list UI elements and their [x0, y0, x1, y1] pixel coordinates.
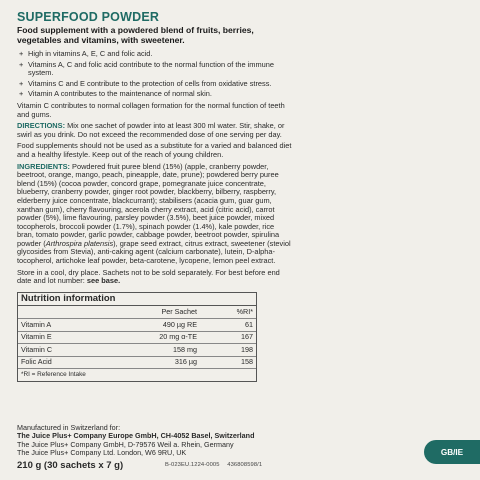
product-subtitle: Food supplement with a powdered blend of fruits, berries, vegetables and vitamins, with sweetener.	[17, 25, 254, 45]
directions-label: DIRECTIONS:	[17, 121, 66, 131]
product-codes: B-023EU.1224-0005 436808598/1	[165, 462, 263, 468]
per-sachet-header: Per Sachet	[161, 306, 197, 316]
table-row: Folic Acid 316 µg 158	[18, 356, 256, 369]
ingredients-latin-name: Arthrospira platensis	[45, 238, 114, 248]
table-row: Vitamin E 20 mg α-TE 167	[18, 331, 256, 344]
claim-item: + Vitamin A contributes to the maintenance of normal skin.	[19, 89, 212, 99]
ingredients: INGREDIENTS: Powdered fruit puree blend (15%) (apple, cranberry powder, beetroot, orange, mango, peach, pineapple, date, prune); powdered berry puree blend (15%) (cocoa powder, concord grape, pomegranate juice concentrate, blueberry, cranberry powder, ginger root powder, blackberry, bilberry, raspberry, elderberry juice concentrate, blackcurrant); stabilisers (acacia gum, guar gum, xanthan gum), cherry flavouring, acerola cherry extract, acid (citric acid), carrot powder (5%), lime flavouring, parsley powder (3.5%), beet juice powder, mixed tocopherols, broccoli powder (1.7%), spinach powder (1.4%), kale powder, rice bran, tomato powder, garlic powder, cabbage powder, beetroot powder, spirulina powder (Arthrospira platensis), grape seed extract, citrus extract, sweetener (steviol glycosides from Stevia), anti-caking agent (calcium carbonate), lutein, D-alpha-tocopherol, artichoke leaf powder, beta-carotene, lycopene, lemon peel extract.	[17, 161, 291, 266]
product-label	[17, 10, 293, 382]
ri-header: %RI*	[236, 306, 253, 316]
nutrition-table	[17, 292, 257, 382]
table-row: Vitamin C 158 mg 198	[18, 344, 256, 357]
claims-list	[19, 50, 293, 99]
storage-note: Store in a cool, dry place. Sachets not to be sold separately. For best before end date and lot number: see base.	[17, 267, 280, 286]
region-badge: GB/IE	[424, 440, 480, 464]
collagen-claim: Vitamin C contributes to normal collagen formation for the normal function of teeth and gums.	[17, 100, 285, 119]
diet-note: Food supplements should not be used as a substitute for a varied and balanced diet and a healthy lifestyle. Keep out of the reach of young children.	[17, 141, 292, 159]
claim-item: + Vitamins C and E contribute to the protection of cells from oxidative stress.	[19, 78, 272, 88]
claim-item: + High in vitamins A, E, C and folic acid.	[19, 49, 153, 58]
nutrition-header-row	[18, 306, 256, 318]
directions	[17, 122, 293, 139]
product-title: SUPERFOOD POWDER	[17, 10, 160, 24]
plus-bullet-icon: +	[19, 78, 24, 88]
ingredients-label: INGREDIENTS:	[17, 161, 70, 171]
net-weight: 210 g (30 sachets x 7 g)	[17, 460, 124, 471]
nutrition-title: Nutrition information	[18, 293, 256, 307]
plus-bullet-icon: +	[19, 89, 24, 99]
plus-bullet-icon: +	[19, 49, 24, 58]
claim-item: + Vitamins A, C and folic acid contribute to the normal function of the immune system.	[19, 59, 274, 78]
plus-bullet-icon: +	[19, 59, 24, 69]
nutrition-footnote: *RI = Reference Intake	[21, 370, 86, 378]
directions-text: Mix one sachet of powder into at least 300 ml water. Stir, shake, or swirl as you drink. Do not exceed the recommended dose of one serving per day.	[17, 121, 285, 139]
manufacturer-info: Manufactured in Switzerland for: The Juice Plus+ Company Europe GmbH, CH-4052 Basel, Switzerland The Juice Plus+ Company GmbH, D-79576 Weil a. Rhein, Germany The Juice Plus+ Company Ltd. London, W6 9RU, UK	[17, 424, 317, 457]
table-row: Vitamin A 490 µg RE 61	[18, 319, 256, 332]
manufacturer-company: The Juice Plus+ Company Europe GmbH, CH-4052 Basel, Switzerland	[17, 431, 255, 441]
